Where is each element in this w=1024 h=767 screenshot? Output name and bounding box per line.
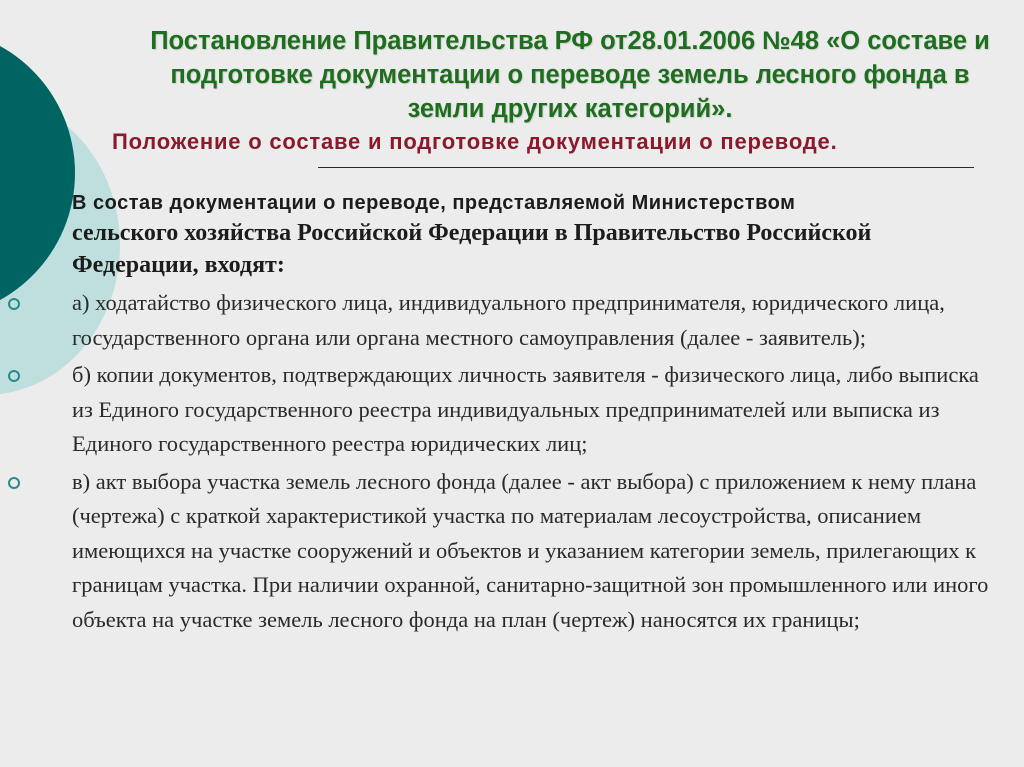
document-list xyxy=(0,286,1024,640)
list-item xyxy=(0,286,1024,355)
slide-subtitle: Положение о составе и подготовке документации о переводе. xyxy=(112,129,838,154)
list-item-text: б) копии документов, подтверждающих личность заявителя - физического лица, либо выписка из Единого государственного реестра индивидуальных предпринимателей или выписка из Единого государственного реестра юридических лиц; xyxy=(72,362,979,456)
list-item xyxy=(0,465,1024,638)
list-item xyxy=(0,358,1024,462)
circle-bullet-icon xyxy=(8,477,20,489)
list-item-text: в) акт выбора участка земель лесного фонда (далее - акт выбора) с приложением к нему плана (чертежа) с краткой характеристикой участка по материалам лесоустройства, описанием имеющихся на участке сооружений и объектов и указанием категории земель, прилегающих к границам участка. При наличии охранной, санитарно-защитной зон промышленного или иного объекта на участке земель лесного фонда на план (чертеж) наносятся их границы; xyxy=(72,468,989,632)
circle-bullet-icon xyxy=(8,370,20,382)
slide-title: Постановление Правительства РФ от28.01.2006 №48 «О составе и подготовке документации о переводе земель лесного фонда в земли других категорий». xyxy=(150,27,990,123)
divider-line xyxy=(318,167,974,168)
circle-bullet-icon xyxy=(8,298,20,310)
intro-line-bold: В состав документации о переводе, представляемой Министерством xyxy=(72,192,796,214)
list-item-text: а) ходатайство физического лица, индивидуального предпринимателя, юридического лица, государственного органа или органа местного самоуправления (далее - заявитель); xyxy=(72,290,945,350)
intro-text: сельского хозяйства Российской Федерации в Правительство Российской Федерации, входят: xyxy=(72,220,872,278)
